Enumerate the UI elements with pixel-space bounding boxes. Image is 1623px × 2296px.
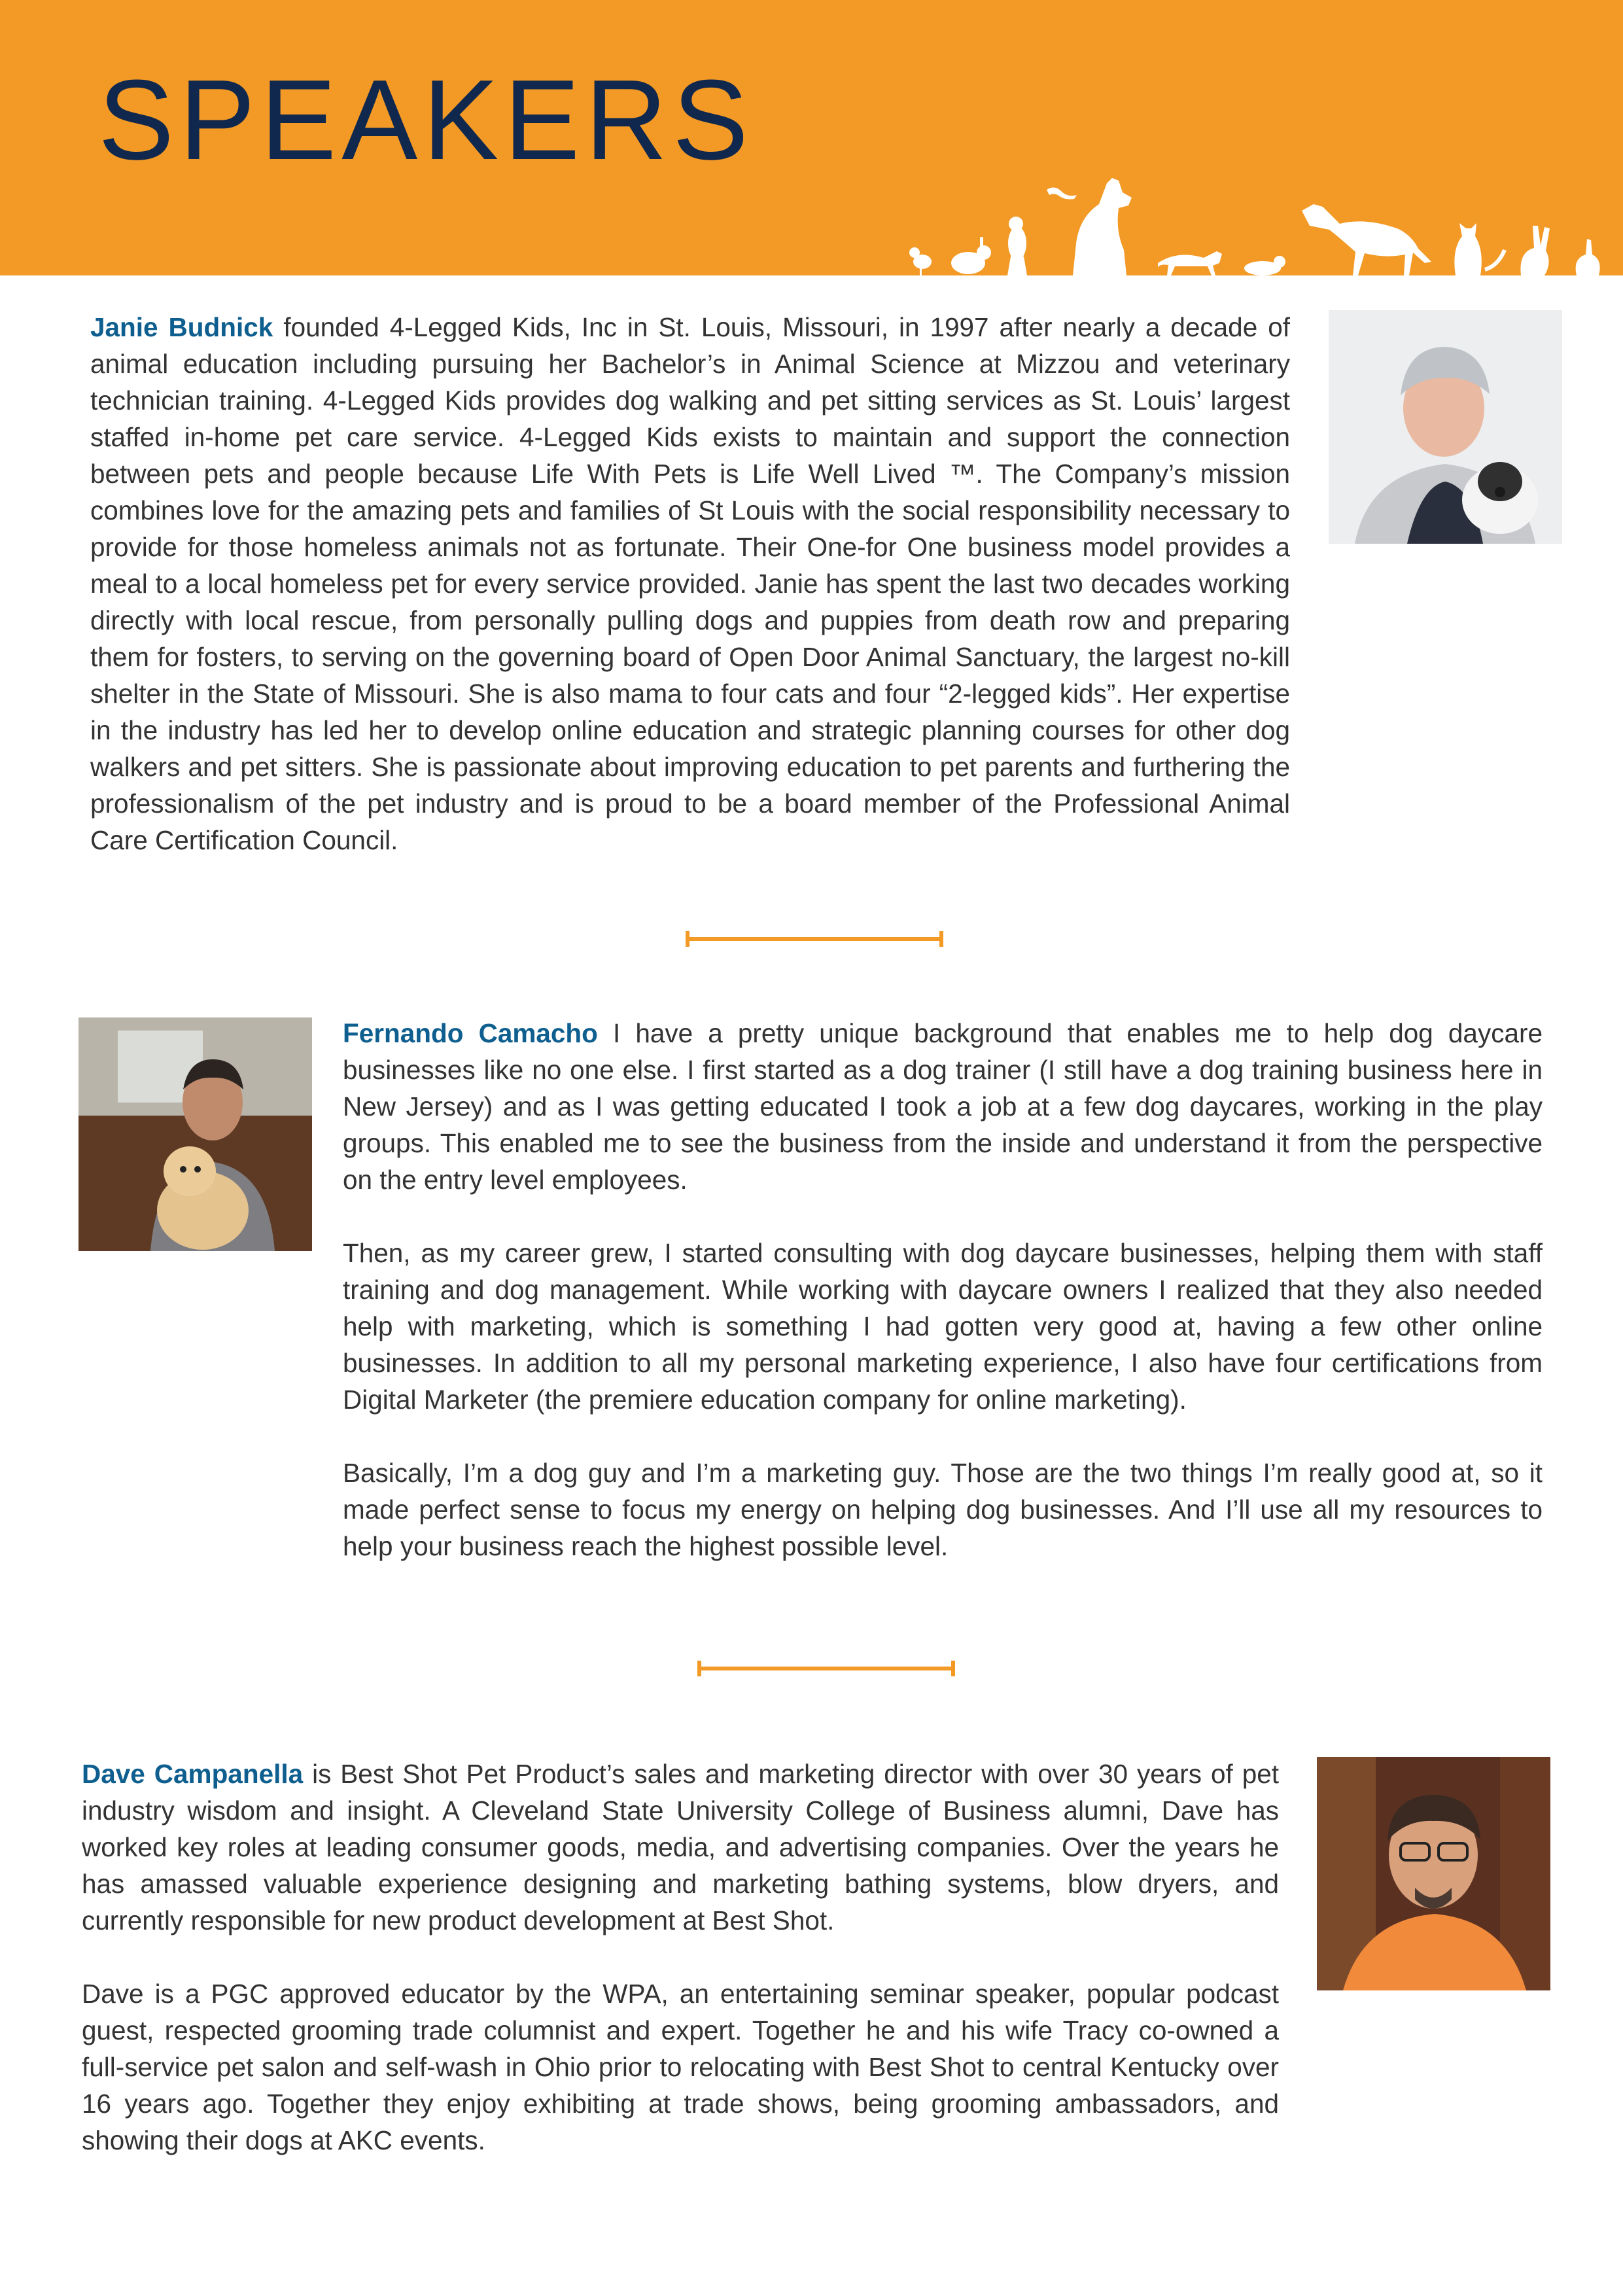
speaker-name: Fernando Camacho (343, 1018, 598, 1048)
speaker-bio-paragraph: Then, as my career grew, I started consulting with dog daycare businesses, helping them with staff training and dog management. While working with daycare owners I realized that they also needed help with marketing, which is something I had gotten very good at, having a few other online businesses. In addition to all my personal marketing experience, I also have four certifications from Digital Marketer (the premiere education company for online marketing). (343, 1238, 1543, 1415)
speaker-bio-paragraph (90, 309, 1290, 858)
header-banner (0, 0, 1623, 275)
page-title: SPEAKERS (98, 56, 754, 183)
speaker-name: Janie Budnick (90, 312, 273, 342)
speaker-bio-paragraph: Dave is a PGC approved educator by the WPA, an entertaining seminar speaker, popular podcast guest, respected grooming trade columnist and expert. Together he and his wife Tracy co-owned a full-service pet salon and self-wash in Ohio prior to relocating with Best Shot to central Kentucky over 16 years ago. Together they enjoy exhibiting at trade shows, being grooming ambassadors, and showing their dogs at AKC events. (82, 1979, 1279, 2155)
speaker-bio-paragraph (343, 1015, 1543, 1198)
speaker-name: Dave Campanella (82, 1759, 304, 1789)
speaker-bio-fernando (343, 1015, 1543, 1564)
speaker-bio-text: is Best Shot Pet Product’s sales and marketing director with over 30 years of pet industry wisdom and insight. A Cleveland State University College of Business alumni, Dave has worked key roles at leading consumer goods, media, and advertising companies. Over the years he has amassed valuable experience designing and marketing bathing systems, blow dryers, and currently responsible for new product development at Best Shot. (82, 1759, 1279, 1935)
speaker-bio-paragraph: Basically, I’m a dog guy and I’m a marketing guy. Those are the two things I’m really good at, so it made perfect sense to focus my energy on helping dog businesses. And I’ll use all my resources to help your business reach the highest possible level. (343, 1458, 1543, 1561)
speaker-bio-text: founded 4-Legged Kids, Inc in St. Louis, Missouri, in 1997 after nearly a decade of animal education including pursuing her Bachelor’s in Animal Science at Mizzou and veterinary technician training. 4-Legged Kids provides dog walking and pet sitting services as St. Louis’ largest staffed in-home pet care service. 4-Legged Kids exists to maintain and support the connection between pets and people because Life With Pets is Life Well Lived ™. The Company’s mission combines love for the amazing pets and families of St Louis with the social responsibility necessary to provide for those homeless animals not as fortunate. Their One-for One business model provides a meal to a local homeless pet for every service provided. Janie has spent the last two decades working directly with local rescue, from personally pulling dogs and puppies from death row and preparing them for fosters, to serving on the governing board of Open Door Animal Sanctuary, the largest no-kill shelter in the State of Missouri. She is also mama to four cats and four “2-legged kids”. Her expertise in the industry has led her to develop online education and strategic planning courses for other dog walkers and pet sitters. She is passionate about improving education to pet parents and furthering the professionalism of the pet industry and is proud to be a board member of the Professional Animal Care Certification Council. (90, 312, 1290, 855)
speaker-bio-paragraph (82, 1756, 1279, 1939)
animal-silhouettes-icon (896, 171, 1623, 275)
speaker-photo-fernando (79, 1017, 312, 1251)
speaker-photo-dave (1317, 1757, 1550, 1990)
speaker-bio-dave (82, 1756, 1279, 2159)
speaker-bio-janie (90, 309, 1290, 858)
section-divider (684, 929, 945, 949)
speaker-photo-janie (1329, 310, 1562, 544)
section-divider (695, 1659, 957, 1678)
speaker-bio-text: I have a pretty unique background that enables me to help dog daycare businesses like no one else. I first started as a dog trainer (I still have a dog training business here in New Jersey) and as I was getting educated I took a job at a few dog daycares, working in the play groups. This enabled me to see the business from the inside and understand it from the perspective on the entry level employees. (343, 1018, 1543, 1195)
